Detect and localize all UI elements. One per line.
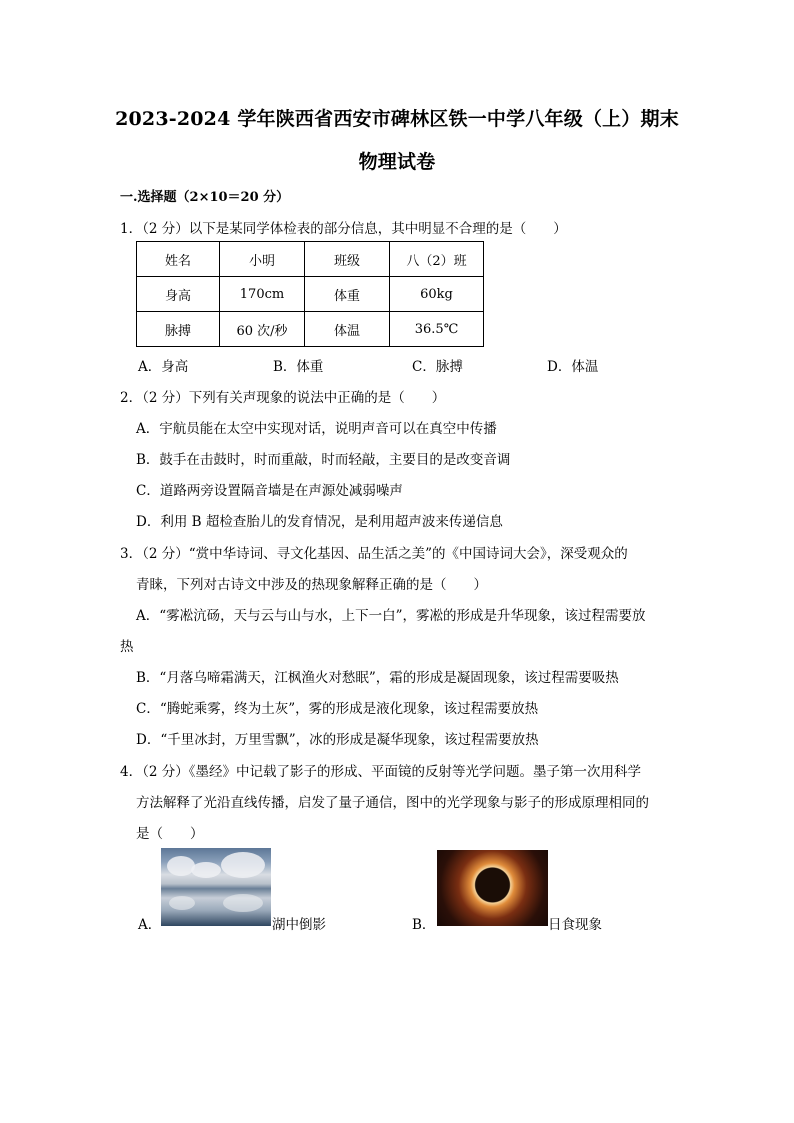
table-cell: 八（2）班: [390, 242, 484, 277]
table-cell: 60 次/秒: [220, 312, 305, 347]
option-c: C．脉搏: [412, 359, 463, 375]
table-cell: 班级: [305, 242, 390, 277]
option-d: D．利用 B 超检查胎儿的发育情况，是利用超声波来传递信息: [136, 514, 503, 530]
option-a-continued: 热: [120, 639, 134, 655]
question-4-stem-continued: 方法解释了光沿直线传播，启发了量子通信，图中的光学现象与影子的形成原理相同的: [136, 795, 649, 811]
table-row: [137, 242, 484, 277]
question-4-stem: 4．（2 分）《墨经》中记载了影子的形成、平面镜的反射等光学问题。墨子第一次用科学: [120, 764, 641, 780]
table-cell: 小明: [220, 242, 305, 277]
option-d: D．体温: [547, 359, 599, 375]
solar-eclipse-image: [437, 850, 548, 926]
option-a-caption: 湖中倒影: [272, 917, 326, 933]
option-a-label: A．: [138, 917, 162, 933]
table-row: [137, 312, 484, 347]
question-3-stem: 3．（2 分）“赏中华诗词、寻文化基因、品生活之美”的《中国诗词大会》，深受观众的: [120, 546, 628, 562]
option-d: D．“千里冰封，万里雪飘”，冰的形成是凝华现象，该过程需要放热: [136, 732, 539, 748]
health-check-table: [136, 241, 484, 347]
table-row: [137, 277, 484, 312]
option-c: C．“腾蛇乘雾，终为土灰”，雾的形成是液化现象，该过程需要放热: [136, 701, 539, 717]
option-a: A．宇航员能在太空中实现对话，说明声音可以在真空中传播: [136, 421, 497, 437]
exam-title-line1: 2023-2024 学年陕西省西安市碑林区铁一中学八年级（上）期末: [115, 108, 679, 130]
option-a: A．“雾凇沆砀，天与云与山与水，上下一白”，雾凇的形成是升华现象，该过程需要放: [136, 608, 646, 624]
question-1-options: [0, 355, 794, 373]
option-b: B．体重: [273, 359, 324, 375]
question-1-stem: 1．（2 分）以下是某同学体检表的部分信息，其中明显不合理的是（ ）: [120, 221, 567, 237]
table-cell: 36.5℃: [390, 312, 484, 347]
table-cell: 姓名: [137, 242, 220, 277]
section-heading: 一.选择题（2×10＝20 分）: [120, 190, 290, 205]
question-4-stem-end: 是（ ）: [136, 826, 204, 842]
table-cell: 60kg: [390, 277, 484, 312]
table-cell: 170cm: [220, 277, 305, 312]
exam-title-line2: 物理试卷: [358, 151, 436, 173]
table-cell: 脉搏: [137, 312, 220, 347]
table-cell: 身高: [137, 277, 220, 312]
lake-reflection-image: [161, 848, 271, 926]
option-b-label: B．: [412, 917, 436, 933]
option-b: B．“月落乌啼霜满天，江枫渔火对愁眠”，霜的形成是凝固现象，该过程需要吸热: [136, 670, 619, 686]
option-b-caption: 日食现象: [548, 917, 602, 933]
table-cell: 体重: [305, 277, 390, 312]
table-cell: 体温: [305, 312, 390, 347]
option-c: C．道路两旁设置隔音墙是在声源处减弱噪声: [136, 483, 403, 499]
option-b: B．鼓手在击鼓时，时而重敲，时而轻敲，主要目的是改变音调: [136, 452, 511, 468]
question-3-stem-continued: 青睐，下列对古诗文中涉及的热现象解释正确的是（ ）: [136, 577, 487, 593]
question-2-stem: 2．（2 分）下列有关声现象的说法中正确的是（ ）: [120, 390, 446, 406]
option-a: A．身高: [138, 359, 189, 375]
